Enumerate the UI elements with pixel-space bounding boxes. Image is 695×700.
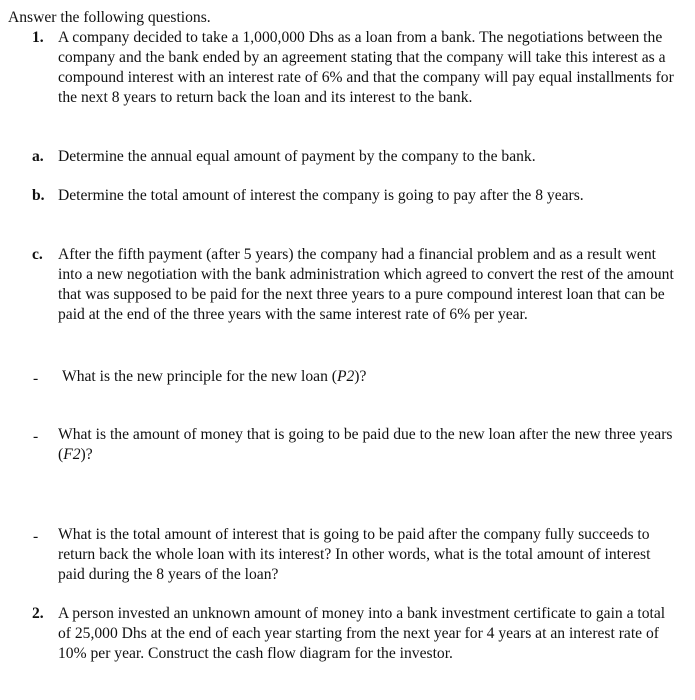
subquestion-2-text-before: What is the amount of money that is going to be paid due to the new loan after the new three years (	[58, 426, 673, 463]
part-b-text: Determine the total amount of interest the company is going to pay after the 8 years.	[58, 187, 584, 204]
subquestion-1-text-before: What is the new principle for the new loan (	[62, 368, 337, 385]
part-c-text: After the fifth payment (after 5 years) the company had a financial problem and as a result went into a new negotiation with the bank administration which agreed to convert the rest of the amount that was supposed to be paid for the next three years to a pure compound interest loan that can be paid at the end of the three years with the same interest rate of 6% per year.	[58, 246, 674, 323]
bullet-dash: -	[33, 428, 39, 445]
part-a-text: Determine the annual equal amount of payment by the company to the bank.	[58, 148, 536, 165]
question-2-text: A person invested an unknown amount of money into a bank investment certificate to gain a total of 25,000 Dhs at the end of each year starting from the next year for 4 years at an interest rate of 10% per year. Construct the cash flow diagram for the investor.	[58, 605, 666, 662]
question-2-number: 2.	[32, 605, 44, 622]
variable-p2: P2	[336, 368, 355, 385]
part-c-label: c.	[32, 246, 43, 263]
subquestion-2-text	[58, 425, 678, 465]
part-a-label: a.	[32, 148, 44, 165]
subquestion-1-text-after: )?	[354, 368, 367, 385]
subquestion-1-text	[62, 367, 682, 387]
bullet-dash: -	[33, 370, 39, 387]
part-b-label: b.	[32, 187, 45, 204]
question-1-text: A company decided to take a 1,000,000 Dhs as a loan from a bank. The negotiations between the company and the bank ended by an agreement stating that the company will take this interest as a compound interest with an interest rate of 6% and that the company will pay equal installments for the next 8 years to return back the loan and its interest to the bank.	[58, 29, 674, 106]
bullet-dash: -	[33, 528, 39, 545]
question-1-number: 1.	[32, 29, 44, 46]
subquestion-2-text-after: )?	[80, 446, 93, 463]
subquestion-3-text: What is the total amount of interest that is going to be paid after the company fully succeeds to return back the whole loan with its interest? In other words, what is the total amount of interest paid during the 8 years of the loan?	[58, 526, 651, 583]
page-heading: Answer the following questions.	[8, 9, 211, 26]
variable-f2: F2	[63, 446, 81, 463]
